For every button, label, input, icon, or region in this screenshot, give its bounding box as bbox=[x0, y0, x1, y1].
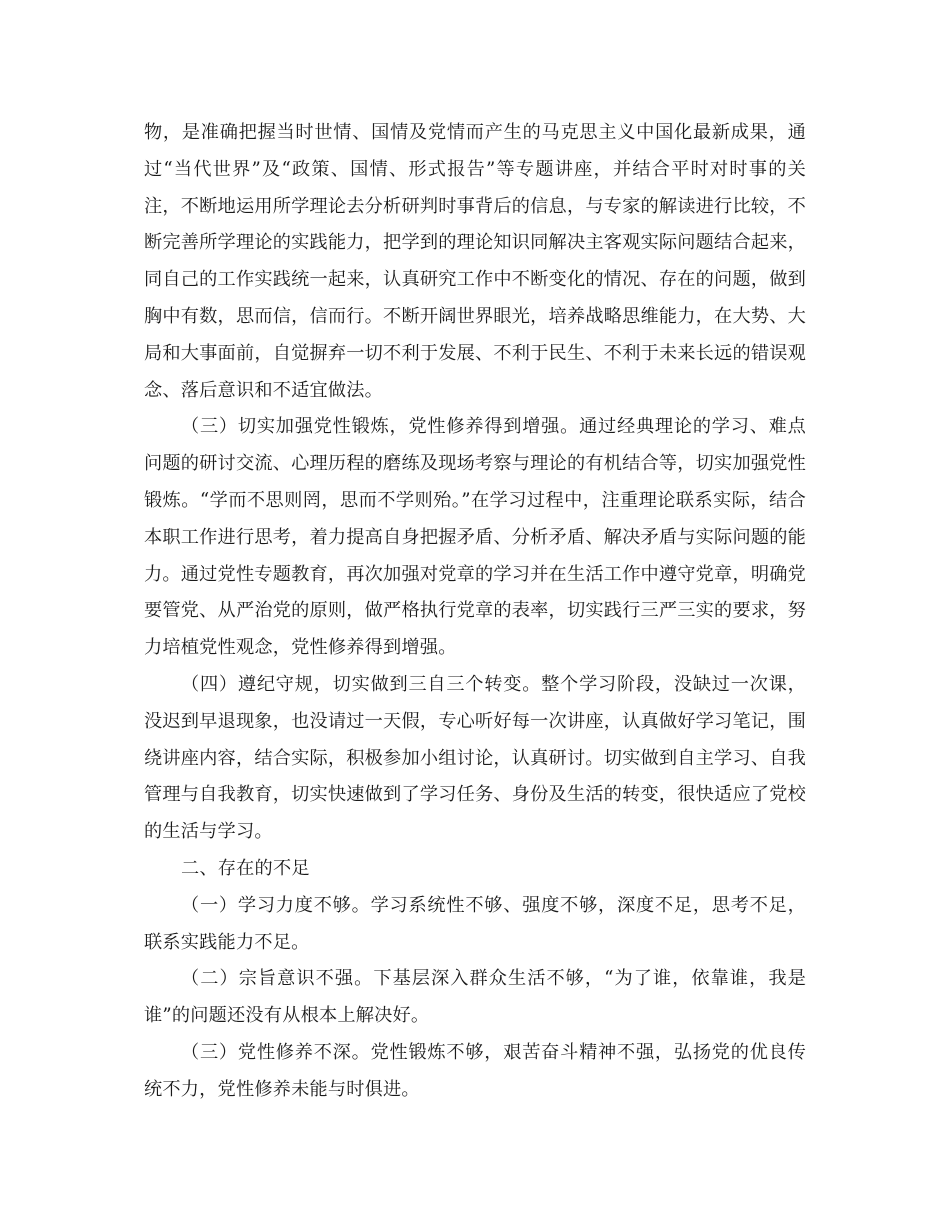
paragraph-shortcoming-1: （一）学习力度不够。学习系统性不够、强度不够，深度不足，思考不足，联系实践能力不足。 bbox=[144, 894, 806, 953]
paragraph-discipline: （四）遵纪守规，切实做到三自三个转变。整个学习阶段，没缺过一次课，没迟到早退现象，也没请过一天假，专心听好每一次讲座，认真做好学习笔记，围绕讲座内容，结合实际，积极参加小组讨论，认真研讨。切实做到自主学习、自我管理与自我教育，切实快速做到了学习任务、身份及生活的转变，很快适应了党校的生活与学习。 bbox=[144, 673, 806, 843]
document-body bbox=[144, 115, 806, 1109]
paragraph-continued: 物，是准确把握当时世情、国情及党情而产生的马克思主义中国化最新成果，通过“当代世界”及“政策、国情、形式报告”等专题讲座，并结合平时对时事的关注，不断地运用所学理论去分析研判时事背后的信息，与专家的解读进行比较，不断完善所学理论的实践能力，把学到的理论知识同解决主客观实际问题结合起来，同自己的工作实践统一起来，认真研究工作中不断变化的情况、存在的问题，做到胸中有数，思而信，信而行。不断开阔世界眼光，培养战略思维能力，在大势、大局和大事面前，自觉摒弃一切不利于发展、不利于民生、不利于未来长远的错误观念、落后意识和不适宜做法。 bbox=[144, 122, 806, 401]
section-heading-shortcomings: 二、存在的不足 bbox=[181, 857, 310, 879]
paragraph-shortcoming-2: （二）宗旨意识不强。下基层深入群众生活不够，“为了谁，依靠谁，我是谁”的问题还没有从根本上解决好。 bbox=[144, 968, 806, 1027]
paragraph-party-spirit: （三）切实加强党性锻炼，党性修养得到增强。通过经典理论的学习、难点问题的研讨交流、心理历程的磨练及现场考察与理论的有机结合等，切实加强党性锻炼。“学而不思则罔，思而不学则殆。”在学习过程中，注重理论联系实际，结合本职工作进行思考，着力提高自身把握矛盾、分析矛盾、解决矛盾与实际问题的能力。通过党性专题教育，再次加强对党章的学习并在生活工作中遵守党章，明确党要管党、从严治党的原则，做严格执行党章的表率，切实践行三严三实的要求，努力培植党性观念，党性修养得到增强。 bbox=[144, 416, 806, 659]
paragraph-shortcoming-3: （三）党性修养不深。党性锻炼不够，艰苦奋斗精神不强，弘扬党的优良传统不力，党性修养未能与时俱进。 bbox=[144, 1041, 806, 1100]
